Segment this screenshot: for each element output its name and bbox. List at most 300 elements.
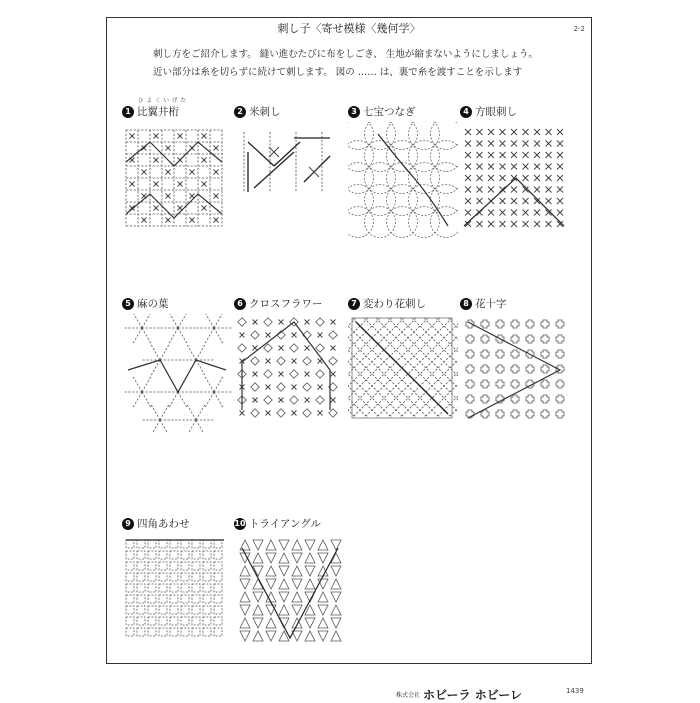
stitch-square	[148, 573, 156, 581]
stitch-cross-flower	[481, 350, 489, 358]
stitch-line	[142, 392, 151, 408]
pattern-number-badge: 7	[348, 298, 360, 310]
stitch-triangle	[292, 553, 302, 563]
pattern-name: 比翼井桁	[137, 106, 179, 118]
stitch-line	[142, 376, 151, 392]
stitch-square	[203, 617, 211, 625]
stitch-square	[170, 628, 178, 636]
stitch-square	[159, 540, 167, 548]
stitch-triangle	[279, 540, 289, 550]
stitch-square	[192, 540, 200, 548]
stitch-square	[203, 551, 211, 559]
stitch-triangle	[331, 605, 341, 615]
stitch-diamond	[290, 396, 298, 404]
stitch-square	[148, 540, 156, 548]
stitch-square	[203, 562, 211, 570]
pattern-label	[460, 104, 590, 120]
stitch-line	[214, 328, 223, 344]
stitch-square	[137, 584, 145, 592]
stitch-square	[170, 562, 178, 570]
stitch-square	[170, 617, 178, 625]
stitch-cross-flower	[541, 395, 549, 403]
pattern-number-badge: 1	[122, 106, 134, 118]
stitch-square	[192, 562, 200, 570]
stitch-diamond	[264, 396, 272, 404]
stitch-triangle	[240, 566, 250, 576]
stitch-cross-flower	[481, 395, 489, 403]
stitch-circle	[387, 122, 418, 150]
stitch-cross-flower	[556, 395, 564, 403]
stitch-square	[159, 595, 167, 603]
stitch-triangle	[279, 553, 289, 563]
stitch-square	[192, 617, 200, 625]
stitch-square	[148, 584, 156, 592]
stitch-square	[181, 617, 189, 625]
pattern-number-badge: 5	[122, 298, 134, 310]
stitch-line	[424, 318, 458, 418]
stitch-triangle	[253, 631, 263, 641]
stitch-square	[214, 584, 222, 592]
stitch-cross-flower	[511, 380, 519, 388]
stitch-line	[142, 328, 151, 344]
stitch-diamond	[316, 370, 324, 378]
stitch-triangle	[266, 618, 276, 628]
stitch-square	[203, 595, 211, 603]
stitch-diamond	[277, 383, 285, 391]
company-prefix: 株式会社	[396, 692, 421, 699]
stitch-square	[214, 573, 222, 581]
stitch-line	[388, 318, 458, 418]
stitch-triangle	[253, 605, 263, 615]
pattern-diagram-asanoha	[122, 314, 232, 432]
stitch-square	[126, 562, 134, 570]
stitch-line	[348, 318, 404, 418]
stitch-triangle	[292, 540, 302, 550]
stitch-triangle	[331, 631, 341, 641]
stitch-triangle	[266, 579, 276, 589]
stitch-triangle	[253, 540, 263, 550]
stitch-cross-flower	[541, 380, 549, 388]
stitch-square	[159, 584, 167, 592]
stitch-square	[181, 628, 189, 636]
stitch-square	[181, 551, 189, 559]
pattern-diagram-kawari-hana	[348, 314, 458, 432]
stitch-line	[196, 344, 205, 360]
stitch-square	[148, 551, 156, 559]
stitch-arrow	[274, 142, 300, 166]
stitch-square	[181, 562, 189, 570]
stitch-line	[196, 404, 205, 420]
stitch-triangle	[305, 540, 315, 550]
pattern-number-badge: 10	[234, 519, 246, 528]
stitch-diamond	[329, 331, 337, 339]
pattern-diagram-cross-flower	[234, 314, 344, 432]
stitch-diamond	[277, 409, 285, 417]
stitch-cross-flower	[466, 395, 474, 403]
stitch-square	[214, 606, 222, 614]
stitch-cross-flower	[466, 335, 474, 343]
stitch-cross-flower	[496, 320, 504, 328]
stitch-triangle	[266, 566, 276, 576]
pattern-label	[348, 296, 478, 312]
stitch-line	[178, 314, 187, 328]
pattern-diagram-hougan-sashi	[460, 122, 570, 240]
stitch-cross-flower	[541, 335, 549, 343]
stitch-triangle	[240, 618, 250, 628]
stitch-square	[126, 628, 134, 636]
stitch-diamond	[238, 344, 246, 352]
stitch-triangle	[305, 553, 315, 563]
stitch-square	[148, 595, 156, 603]
stitch-square	[159, 573, 167, 581]
stitch-line	[412, 318, 458, 418]
pattern-diagram-shikaku-awase	[122, 534, 232, 652]
stitch-cross-flower	[511, 410, 519, 418]
pattern-diagram-hiyoku-igeta	[122, 122, 232, 240]
stitch-triangle	[266, 553, 276, 563]
stitch-path	[468, 322, 560, 418]
stitch-square	[170, 551, 178, 559]
stitch-line	[133, 328, 142, 344]
stitch-cross-flower	[481, 320, 489, 328]
stitch-diamond	[316, 396, 324, 404]
stitch-square	[148, 606, 156, 614]
pattern-label	[234, 104, 364, 120]
publisher-logo	[396, 686, 522, 703]
stitch-diamond	[264, 370, 272, 378]
stitch-square	[170, 606, 178, 614]
stitch-square	[170, 540, 178, 548]
stitch-triangle	[253, 618, 263, 628]
stitch-square	[181, 573, 189, 581]
stitch-line	[187, 404, 196, 420]
stitch-square	[126, 595, 134, 603]
stitch-cross-flower	[481, 380, 489, 388]
stitch-line	[133, 392, 142, 408]
stitch-square	[126, 573, 134, 581]
stitch-triangle	[305, 618, 315, 628]
stitch-square	[137, 540, 145, 548]
stitch-diamond	[303, 383, 311, 391]
stitch-square	[203, 540, 211, 548]
stitch-diamond	[316, 344, 324, 352]
stitch-line	[364, 318, 458, 418]
pattern-label	[122, 296, 252, 312]
stitch-square	[126, 584, 134, 592]
stitch-square	[203, 573, 211, 581]
stitch-line	[205, 376, 214, 392]
stitch-diamond	[251, 409, 259, 417]
stitch-triangle	[292, 605, 302, 615]
pattern-diagram-hana-juji	[460, 314, 570, 432]
pattern-label	[234, 296, 364, 312]
stitch-square	[159, 617, 167, 625]
stitch-square	[137, 628, 145, 636]
stitch-line	[348, 318, 428, 418]
pattern-label	[348, 104, 478, 120]
pattern-ruby: ひよくいげた	[138, 98, 190, 104]
stitch-cross-flower	[466, 350, 474, 358]
stitch-square	[148, 617, 156, 625]
stitch-line	[169, 392, 178, 408]
stitch-diamond	[316, 318, 324, 326]
stitch-square	[192, 584, 200, 592]
stitch-square	[192, 628, 200, 636]
stitch-line	[348, 318, 416, 418]
intro-text	[153, 46, 573, 82]
stitch-triangle	[240, 579, 250, 589]
pattern-diagram-shippo-tsunagi	[348, 122, 458, 240]
pattern-number-badge: 9	[122, 518, 134, 530]
stitch-triangle	[292, 592, 302, 602]
stitch-square	[170, 573, 178, 581]
stitch-diamond	[303, 357, 311, 365]
stitch-square	[137, 573, 145, 581]
stitch-line	[187, 344, 196, 360]
stitch-line	[424, 318, 458, 418]
stitch-square	[181, 540, 189, 548]
stitch-square	[137, 595, 145, 603]
stitch-square	[192, 606, 200, 614]
stitch-cross-flower	[556, 320, 564, 328]
stitch-circle	[409, 122, 440, 150]
stitch-triangle	[240, 605, 250, 615]
pattern-number-badge: 3	[348, 106, 360, 118]
stitch-square	[126, 617, 134, 625]
stitch-diamond	[251, 331, 259, 339]
stitch-square	[181, 595, 189, 603]
stitch-line	[348, 318, 380, 418]
stitch-line	[151, 420, 160, 432]
stitch-cross-flower	[496, 380, 504, 388]
stitch-line	[169, 314, 178, 328]
stitch-triangle	[253, 553, 263, 563]
stitch-square	[203, 584, 211, 592]
stitch-circle	[348, 141, 374, 172]
stitch-diamond	[238, 318, 246, 326]
stitch-line	[133, 314, 142, 328]
stitch-line	[178, 392, 187, 408]
stitch-cross-flower	[526, 365, 534, 373]
stitch-cross-flower	[541, 320, 549, 328]
stitch-line	[348, 318, 380, 418]
stitch-square	[214, 551, 222, 559]
pattern-number-badge: 6	[234, 298, 246, 310]
stitch-line	[151, 344, 160, 360]
stitch-square	[126, 606, 134, 614]
stitch-triangle	[331, 579, 341, 589]
stitch-line	[169, 328, 178, 344]
pattern-number-badge: 8	[460, 298, 472, 310]
pattern-name: クロスフラワー	[249, 298, 323, 310]
stitch-cross-flower	[526, 395, 534, 403]
stitch-line	[151, 404, 160, 420]
stitch-triangle	[240, 540, 250, 550]
stitch-triangle	[318, 605, 328, 615]
pattern-name: 麻の葉	[137, 298, 169, 310]
stitch-square	[181, 584, 189, 592]
stitch-triangle	[318, 618, 328, 628]
pattern-diagram-kome-sashi	[234, 122, 344, 240]
pattern-label	[122, 516, 252, 532]
stitch-triangle	[318, 553, 328, 563]
stitch-line	[196, 420, 205, 432]
stitch-line	[412, 318, 458, 418]
stitch-line	[348, 318, 368, 418]
stitch-triangle	[318, 579, 328, 589]
stitch-square	[214, 617, 222, 625]
stitch-square	[148, 628, 156, 636]
stitch-square	[192, 595, 200, 603]
stitch-cross-flower	[556, 380, 564, 388]
stitch-path	[356, 322, 448, 414]
stitch-line	[133, 376, 142, 392]
stitch-triangle	[279, 605, 289, 615]
stitch-triangle	[240, 631, 250, 641]
intro-line-1: 刺し方をご紹介します。 縫い進むたびに布をしごき、 生地が縮まないようにしましょう。	[153, 49, 538, 60]
pattern-name: トライアングル	[249, 518, 321, 530]
stitch-line	[348, 318, 416, 418]
stitch-arrow	[248, 142, 274, 166]
stitch-line	[205, 314, 214, 328]
company-name: ホビーラ ホビーレ	[423, 688, 522, 702]
stitch-square	[126, 551, 134, 559]
stitch-diamond	[277, 357, 285, 365]
stitch-diamond	[303, 409, 311, 417]
stitch-path	[242, 322, 330, 410]
stitch-triangle	[305, 566, 315, 576]
product-code: 1439	[566, 687, 584, 695]
stitch-line	[348, 318, 404, 418]
stitch-square	[148, 562, 156, 570]
stitch-cross-flower	[481, 365, 489, 373]
stitch-line	[160, 404, 169, 420]
stitch-line	[214, 314, 223, 328]
stitch-square	[214, 595, 222, 603]
stitch-triangle	[318, 566, 328, 576]
stitch-triangle	[331, 618, 341, 628]
stitch-line	[376, 318, 458, 418]
pattern-label	[122, 98, 252, 120]
stitch-line	[178, 328, 187, 344]
pattern-name: 花十字	[475, 298, 507, 310]
stitch-arrow	[254, 152, 294, 188]
stitch-circle	[348, 122, 374, 150]
stitch-triangle	[331, 540, 341, 550]
stitch-cross-flower	[541, 350, 549, 358]
stitch-triangle	[279, 592, 289, 602]
stitch-line	[348, 318, 368, 418]
stitch-square	[192, 573, 200, 581]
pattern-name: 七宝つなぎ	[363, 106, 416, 118]
stitch-square	[203, 628, 211, 636]
page-number: 2-2	[573, 25, 585, 33]
pattern-number-badge: 4	[460, 106, 472, 118]
stitch-triangle	[240, 592, 250, 602]
stitch-diamond	[290, 370, 298, 378]
pattern-number-badge: 2	[234, 106, 246, 118]
stitch-cross-flower	[496, 365, 504, 373]
stitch-triangle	[305, 631, 315, 641]
stitch-cross-flower	[526, 410, 534, 418]
stitch-cross-flower	[511, 320, 519, 328]
stitch-triangle	[266, 540, 276, 550]
stitch-line	[205, 392, 214, 408]
stitch-diamond	[290, 344, 298, 352]
stitch-triangle	[318, 540, 328, 550]
stitch-square	[214, 562, 222, 570]
stitch-triangle	[318, 631, 328, 641]
pattern-label	[460, 296, 590, 312]
stitch-cross-flower	[466, 380, 474, 388]
stitch-square	[192, 551, 200, 559]
stitch-line	[160, 344, 169, 360]
stitch-circle	[348, 207, 374, 238]
stitch-square	[159, 628, 167, 636]
stitch-cross-flower	[511, 395, 519, 403]
stitch-triangle	[331, 592, 341, 602]
stitch-triangle	[279, 566, 289, 576]
stitch-square	[203, 606, 211, 614]
stitch-line	[214, 392, 223, 408]
stitch-square	[170, 584, 178, 592]
stitch-triangle	[331, 566, 341, 576]
stitch-square	[159, 606, 167, 614]
stitch-square	[137, 551, 145, 559]
stitch-square	[126, 540, 134, 548]
stitch-line	[205, 328, 214, 344]
stitch-triangle	[279, 579, 289, 589]
stitch-square	[159, 562, 167, 570]
stitch-line	[160, 420, 169, 432]
stitch-cross-flower	[511, 350, 519, 358]
stitch-square	[214, 628, 222, 636]
stitch-cross-flower	[556, 335, 564, 343]
stitch-line	[348, 318, 428, 418]
stitch-cross-flower	[511, 335, 519, 343]
stitch-diamond	[329, 357, 337, 365]
stitch-triangle	[253, 592, 263, 602]
stitch-cross-flower	[556, 350, 564, 358]
pattern-label	[234, 516, 364, 532]
stitch-line	[376, 318, 458, 418]
pattern-name: 方眼刺し	[475, 106, 517, 118]
stitch-cross-flower	[466, 365, 474, 373]
stitch-cross-flower	[526, 335, 534, 343]
stitch-triangle	[318, 592, 328, 602]
stitch-square	[137, 606, 145, 614]
page-title: 刺し子〈寄せ模様〈幾何学〉	[277, 22, 421, 35]
stitch-line	[214, 376, 223, 392]
stitch-cross-flower	[526, 320, 534, 328]
stitch-cross-flower	[556, 410, 564, 418]
stitch-circle	[348, 163, 374, 194]
intro-line-2: 近い部分は糸を切らずに続けて刺します。 図の …… は、裏で糸を渡すことを示します	[153, 67, 523, 78]
stitch-square	[181, 606, 189, 614]
stitch-cross-flower	[496, 410, 504, 418]
stitch-diamond	[251, 357, 259, 365]
stitch-line	[388, 318, 458, 418]
stitch-diamond	[329, 409, 337, 417]
stitch-circle	[348, 185, 374, 216]
pattern-name: 変わり花刺し	[363, 298, 426, 310]
stitch-line	[364, 318, 458, 418]
stitch-triangle	[292, 566, 302, 576]
pattern-name: 四角あわせ	[137, 518, 190, 530]
stitch-triangle	[266, 631, 276, 641]
stitch-triangle	[292, 579, 302, 589]
stitch-line	[142, 314, 151, 328]
